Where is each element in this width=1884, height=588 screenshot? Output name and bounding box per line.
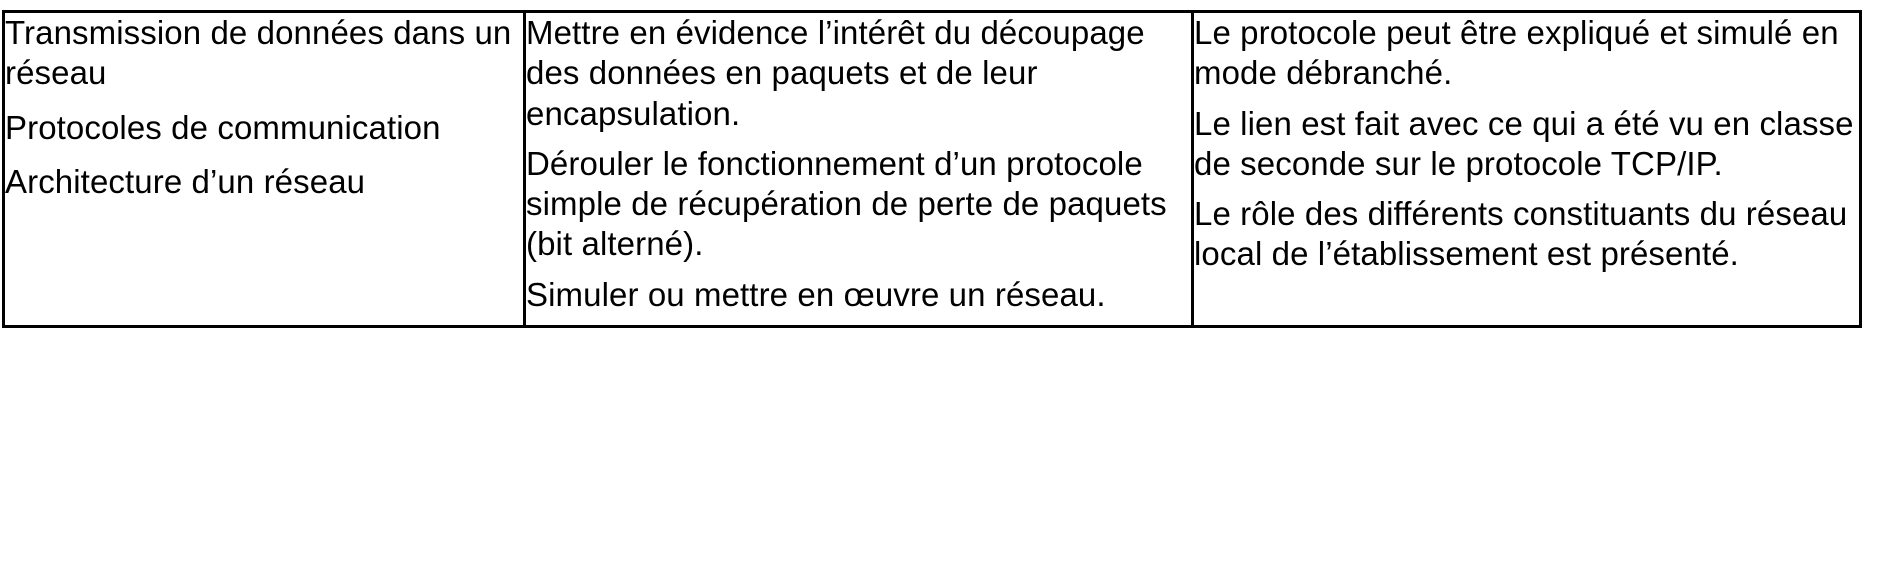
commentaires-paragraph-2: Le lien est fait avec ce qui a été vu en classe de seconde sur le protocole TCP/IP. — [1194, 104, 1854, 182]
commentaires-paragraph-1: Le protocole peut être expliqué et simulé en mode débranché. — [1194, 14, 1839, 92]
table-body — [4, 12, 1861, 327]
contenus-paragraph-1: Transmission de données dans un réseau — [5, 14, 512, 92]
table-cell-contenus — [4, 12, 525, 327]
table-row — [4, 12, 1861, 327]
table-cell-commentaires — [1193, 12, 1861, 327]
document-page — [0, 10, 1884, 588]
capacites-paragraph-1: Mettre en évidence l’intérêt du découpage des données en paquets et de leur encapsulation. — [526, 14, 1145, 132]
curriculum-table — [2, 10, 1862, 328]
capacites-paragraph-2: Dérouler le fonctionnement d’un protocole simple de récupération de perte de paquets (bit alterné). — [526, 144, 1167, 263]
contenus-paragraph-2: Protocoles de communication — [5, 108, 441, 146]
commentaires-paragraph-3: Le rôle des différents constituants du réseau local de l’établissement est présenté. — [1194, 195, 1848, 273]
table-cell-capacites — [525, 12, 1193, 327]
contenus-paragraph-3: Architecture d’un réseau — [5, 162, 366, 200]
capacites-paragraph-3: Simuler ou mettre en œuvre un réseau. — [526, 275, 1106, 313]
